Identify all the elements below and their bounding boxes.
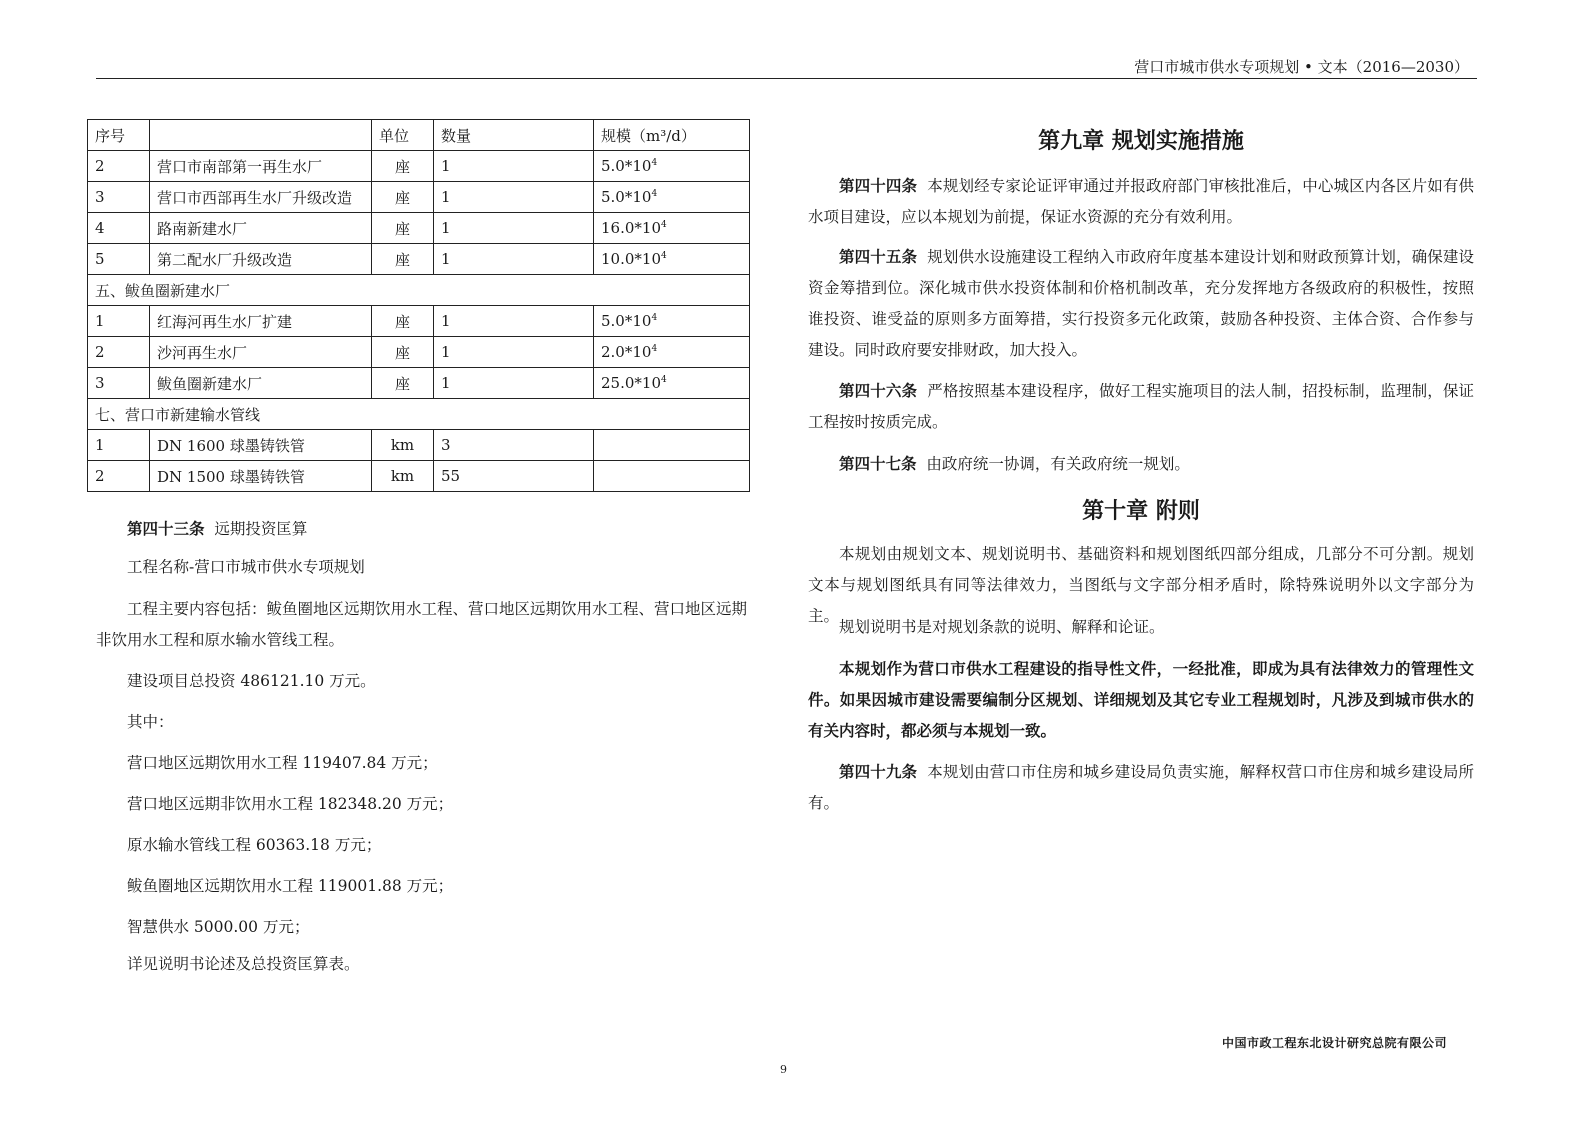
- scale-value: 2.0*10: [601, 343, 652, 361]
- cell-no: 3: [88, 182, 150, 213]
- article-46-text: 严格按照基本建设程序，做好工程实施项目的法人制，招投标制，监理制，保证工程按时按质完成。: [808, 382, 1474, 431]
- cell-unit: km: [372, 461, 434, 492]
- cell-qty: 1: [434, 337, 594, 368]
- cell-name: 第二配水厂升级改造: [150, 244, 372, 275]
- cell-unit: 座: [372, 368, 434, 399]
- see-reference: 详见说明书论述及总投资匡算表。: [127, 955, 360, 973]
- cell-name: 红海河再生水厂扩建: [150, 306, 372, 337]
- investment-item-5: 智慧供水 5000.00 万元；: [127, 918, 310, 936]
- chapter-10-title: 第十章 附则: [1082, 499, 1200, 524]
- table-row: [88, 244, 750, 275]
- table-row: [88, 213, 750, 244]
- table-row: [88, 461, 750, 492]
- cell-unit: km: [372, 430, 434, 461]
- article-43-title: 第四十三条: [127, 519, 205, 538]
- cell-scale: [594, 306, 750, 337]
- cell-name: DN 1500 球墨铸铁管: [150, 461, 372, 492]
- table-body: [88, 151, 750, 492]
- scale-value: 16.0*10: [601, 219, 661, 237]
- header-unit: 单位: [372, 120, 434, 151]
- section-label: 七、营口市新建输水管线: [88, 399, 750, 430]
- scale-value: 25.0*10: [601, 374, 661, 392]
- article-47-title: 第四十七条: [839, 454, 917, 473]
- cell-no: 5: [88, 244, 150, 275]
- table-row: [88, 151, 750, 182]
- total-investment: 建设项目总投资 486121.10 万元。: [127, 672, 376, 690]
- company-name: 中国市政工程东北设计研究总院有限公司: [1221, 1036, 1447, 1050]
- scale-value: 10.0*10: [601, 250, 661, 268]
- investment-item-2: 营口地区远期非饮用水工程 182348.20 万元；: [127, 795, 454, 813]
- cell-scale: [594, 182, 750, 213]
- scale-exponent: 4: [661, 251, 667, 261]
- article-43: [96, 513, 760, 545]
- article-49-text: 本规划由营口市住房和城乡建设局负责实施，解释权营口市住房和城乡建设局所有。: [808, 763, 1474, 812]
- cell-no: 2: [88, 461, 150, 492]
- scale-value: 5.0*10: [601, 312, 652, 330]
- section-label: 五、鲅鱼圈新建水厂: [88, 275, 750, 306]
- article-44: [808, 170, 1474, 233]
- table-row: [88, 430, 750, 461]
- cell-scale: [594, 337, 750, 368]
- header-title: 营口市城市供水专项规划 • 文本（2016—2030）: [1134, 58, 1469, 76]
- article-47-text: 由政府统一协调，有关政府统一规划。: [926, 455, 1190, 473]
- article-44-title: 第四十四条: [839, 176, 918, 195]
- appendix-paragraph-2: 规划说明书是对规划条款的说明、解释和论证。: [839, 618, 1165, 636]
- cell-qty: 1: [434, 368, 594, 399]
- investment-table: [87, 119, 750, 492]
- main-content-line-2: 非饮用水工程和原水输水管线工程。: [96, 631, 345, 649]
- cell-no: 3: [88, 368, 150, 399]
- cell-name: 沙河再生水厂: [150, 337, 372, 368]
- header-no: 序号: [88, 120, 150, 151]
- article-45-title: 第四十五条: [839, 247, 918, 266]
- scale-exponent: 4: [651, 313, 658, 323]
- scale-exponent: 4: [651, 189, 658, 199]
- cell-qty: 1: [434, 244, 594, 275]
- cell-unit: 座: [372, 337, 434, 368]
- cell-scale: [594, 213, 750, 244]
- cell-unit: 座: [372, 244, 434, 275]
- cell-name: 营口市南部第一再生水厂: [150, 151, 372, 182]
- article-49-title: 第四十九条: [839, 762, 918, 781]
- chapter-9-title: 第九章 规划实施措施: [1038, 129, 1244, 154]
- article-46: [808, 375, 1474, 438]
- cell-qty: 1: [434, 306, 594, 337]
- scale-exponent: 4: [661, 220, 667, 230]
- project-name: 工程名称-营口市城市供水专项规划: [127, 558, 365, 576]
- header-qty: 数量: [434, 120, 594, 151]
- investment-item-1: 营口地区远期饮用水工程 119407.84 万元；: [127, 754, 438, 772]
- table-row: [88, 306, 750, 337]
- article-47: [808, 448, 1474, 480]
- article-49: [808, 756, 1474, 819]
- cell-no: 1: [88, 430, 150, 461]
- appendix-paragraph-1: 本规划由规划文本、规划说明书、基础资料和规划图纸四部分组成，几部分不可分割。规划文本与规划图纸具有同等法律效力，当图纸与文字部分相矛盾时，除特殊说明外以文字部分为主。: [808, 545, 1474, 625]
- investment-item-3: 原水输水管线工程 60363.18 万元；: [127, 836, 382, 854]
- page-number: 9: [780, 1063, 787, 1076]
- cell-name: 鲅鱼圈新建水厂: [150, 368, 372, 399]
- scale-value: 5.0*10: [601, 188, 652, 206]
- article-45: [808, 241, 1474, 366]
- main-content-line-1: 工程主要内容包括：鲅鱼圈地区远期饮用水工程、营口地区远期饮用水工程、营口地区远期: [127, 600, 748, 618]
- of-which: 其中：: [127, 713, 174, 731]
- header-scale: 规模（m³/d）: [594, 120, 750, 151]
- cell-unit: 座: [372, 182, 434, 213]
- cell-qty: 55: [434, 461, 594, 492]
- cell-qty: 1: [434, 213, 594, 244]
- cell-unit: 座: [372, 306, 434, 337]
- appendix-paragraph-3: 本规划作为营口市供水工程建设的指导性文件，一经批准，即成为具有法律效力的管理性文件。如果因城市建设需要编制分区规划、详细规划及其它专业工程规划时，凡涉及到城市供水的有关内容时，都必须与本规划一致。: [808, 659, 1474, 740]
- cell-unit: 座: [372, 151, 434, 182]
- cell-no: 2: [88, 337, 150, 368]
- scale-exponent: 4: [651, 158, 658, 168]
- cell-scale: [594, 244, 750, 275]
- cell-scale: [594, 151, 750, 182]
- investment-item-4: 鲅鱼圈地区远期饮用水工程 119001.88 万元；: [127, 877, 454, 895]
- cell-name: DN 1600 球墨铸铁管: [150, 430, 372, 461]
- cell-name: 路南新建水厂: [150, 213, 372, 244]
- article-44-text: 本规划经专家论证评审通过并报政府部门审核批准后，中心城区内各区片如有供水项目建设，应以本规划为前提，保证水资源的充分有效利用。: [808, 177, 1474, 226]
- table-row: [88, 182, 750, 213]
- cell-qty: 1: [434, 151, 594, 182]
- cell-scale: [594, 461, 750, 492]
- header-rule: [96, 78, 1477, 79]
- article-46-title: 第四十六条: [839, 381, 918, 400]
- article-43-text: 远期投资匡算: [214, 520, 308, 538]
- cell-unit: 座: [372, 213, 434, 244]
- article-45-text: 规划供水设施建设工程纳入市政府年度基本建设计划和财政预算计划，确保建设资金筹措到位。深化城市供水投资体制和价格机制改革，充分发挥地方各级政府的积极性，按照谁投资、谁受益的原则多方面筹措，实行投资多元化政策，鼓励各种投资、主体合资、合作参与建设。同时政府要安排财政，加大投入。: [808, 248, 1474, 359]
- table-row: [88, 368, 750, 399]
- cell-scale: [594, 430, 750, 461]
- cell-scale: [594, 368, 750, 399]
- table-row: [88, 337, 750, 368]
- table-header-row: [88, 120, 750, 151]
- scale-exponent: 4: [651, 344, 658, 354]
- cell-qty: 1: [434, 182, 594, 213]
- cell-qty: 3: [434, 430, 594, 461]
- cell-name: 营口市西部再生水厂升级改造: [150, 182, 372, 213]
- scale-exponent: 4: [661, 375, 667, 385]
- cell-no: 4: [88, 213, 150, 244]
- cell-no: 1: [88, 306, 150, 337]
- header-name: [150, 120, 372, 151]
- scale-value: 5.0*10: [601, 157, 652, 175]
- table-section-row: [88, 275, 750, 306]
- table-section-row: [88, 399, 750, 430]
- cell-no: 2: [88, 151, 150, 182]
